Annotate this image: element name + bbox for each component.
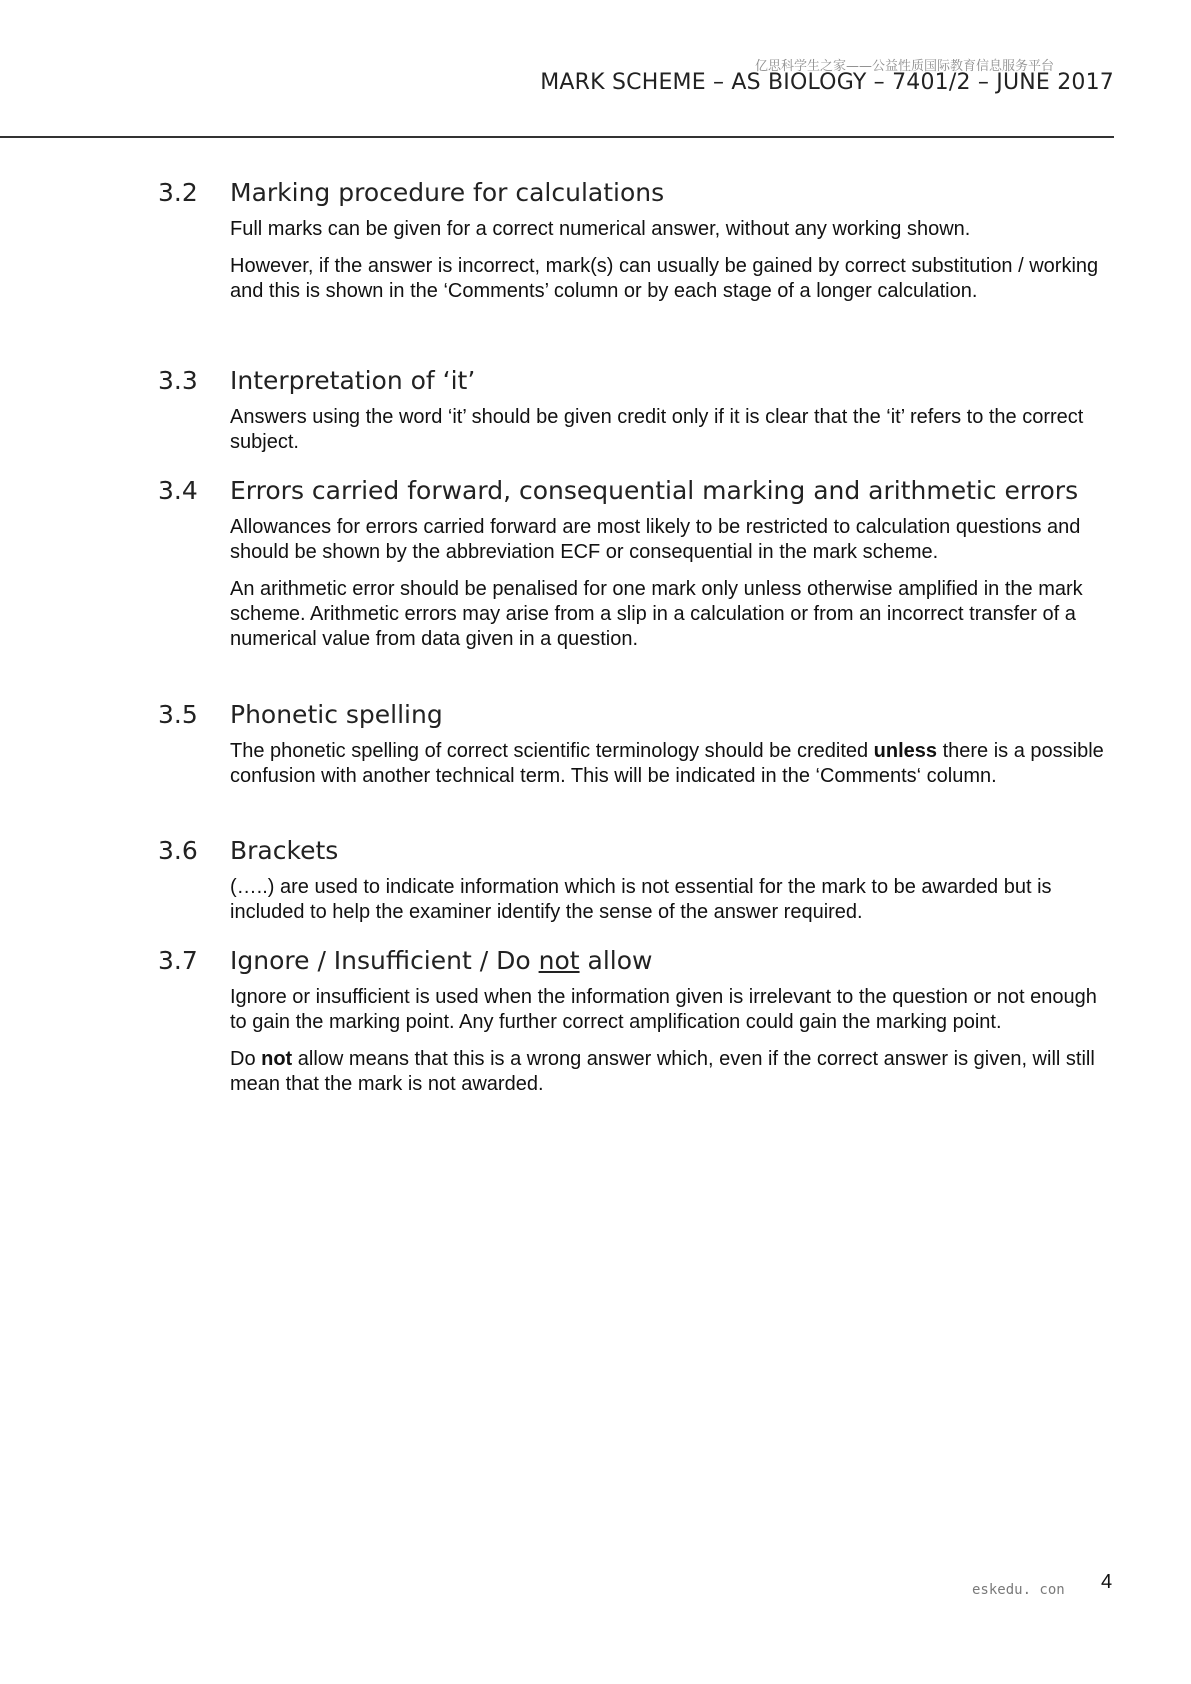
paragraph: Allowances for errors carried forward are most likely to be restricted to calculation questions and should be shown by the abbreviation ECF or consequential in the mark scheme. <box>230 516 1081 563</box>
section-number: 3.3 <box>158 366 198 395</box>
section-title: Interpretation of ‘it’ <box>230 366 476 395</box>
footer-site-label: eskedu. con <box>972 1582 1065 1598</box>
paragraph: Ignore or insufficient is used when the information given is irrelevant to the question or not enough to gain the marking point. Any further correct amplification could gain the marking point. <box>230 986 1097 1033</box>
section-title: Marking procedure for calculations <box>230 178 665 207</box>
paragraph: Answers using the word ‘it’ should be given credit only if it is clear that the ‘it’ refers to the correct subject. <box>230 406 1084 453</box>
section-title <box>230 946 652 975</box>
paragraph: However, if the answer is incorrect, mark(s) can usually be gained by correct substitution / working and this is shown in the ‘Comments’ column or by each stage of a longer calculation. <box>230 255 1099 302</box>
section-heading <box>158 700 1118 729</box>
paragraph-text: allow means that this is a wrong answer which, even if the correct answer is given, will still mean that the mark is not awarded. <box>230 1048 1095 1095</box>
page-header-title: MARK SCHEME – AS BIOLOGY – 7401/2 – JUNE 2017 <box>540 70 1114 95</box>
section-heading <box>158 476 1118 505</box>
section-title: Phonetic spelling <box>230 700 443 729</box>
section-heading <box>158 836 1118 865</box>
paragraph: Full marks can be given for a correct numerical answer, without any working shown. <box>230 218 971 240</box>
paragraph <box>230 739 1118 789</box>
section-3-7 <box>158 946 1118 1097</box>
paragraph <box>230 1047 1118 1097</box>
paragraph-text: there is a possible confusion with another technical term. This will be indicated in the ‘Comments‘ column. <box>230 740 1104 787</box>
section-title: Brackets <box>230 836 339 865</box>
section-number: 3.5 <box>158 700 198 729</box>
section-number: 3.6 <box>158 836 198 865</box>
section-title: Errors carried forward, consequential marking and arithmetic errors <box>230 476 1079 505</box>
section-number: 3.2 <box>158 178 198 207</box>
section-title-text: allow <box>579 946 653 975</box>
section-number: 3.7 <box>158 946 198 975</box>
header-divider <box>0 136 1114 138</box>
page-number: 4 <box>1101 1571 1113 1593</box>
section-title-text: Ignore / Insufficient / Do <box>230 946 539 975</box>
section-3-6 <box>158 836 1118 925</box>
paragraph: An arithmetic error should be penalised for one mark only unless otherwise amplified in the mark scheme. Arithmetic errors may arise from a slip in a calculation or from an incorrect transfer of a numerical value from data given in a question. <box>230 578 1083 650</box>
section-heading <box>158 366 1118 395</box>
section-3-2 <box>158 178 1118 304</box>
underlined-text: not <box>538 946 580 975</box>
paragraph-text: Do <box>230 1048 262 1070</box>
section-3-4 <box>158 476 1118 652</box>
paragraph: (…..) are used to indicate information which is not essential for the mark to be awarded but is included to help the examiner identify the sense of the answer required. <box>230 876 1052 923</box>
emphasis-text: not <box>261 1048 293 1070</box>
section-3-5 <box>158 700 1118 789</box>
section-number: 3.4 <box>158 476 198 505</box>
section-3-3 <box>158 366 1118 455</box>
paragraph-text: The phonetic spelling of correct scientific terminology should be credited <box>230 740 874 762</box>
emphasis-text: unless <box>873 740 938 762</box>
section-heading <box>158 178 1118 207</box>
section-heading <box>158 946 1118 975</box>
header-watermark: 亿思科学生之家——公益性质国际教育信息服务平台 <box>754 59 1054 74</box>
